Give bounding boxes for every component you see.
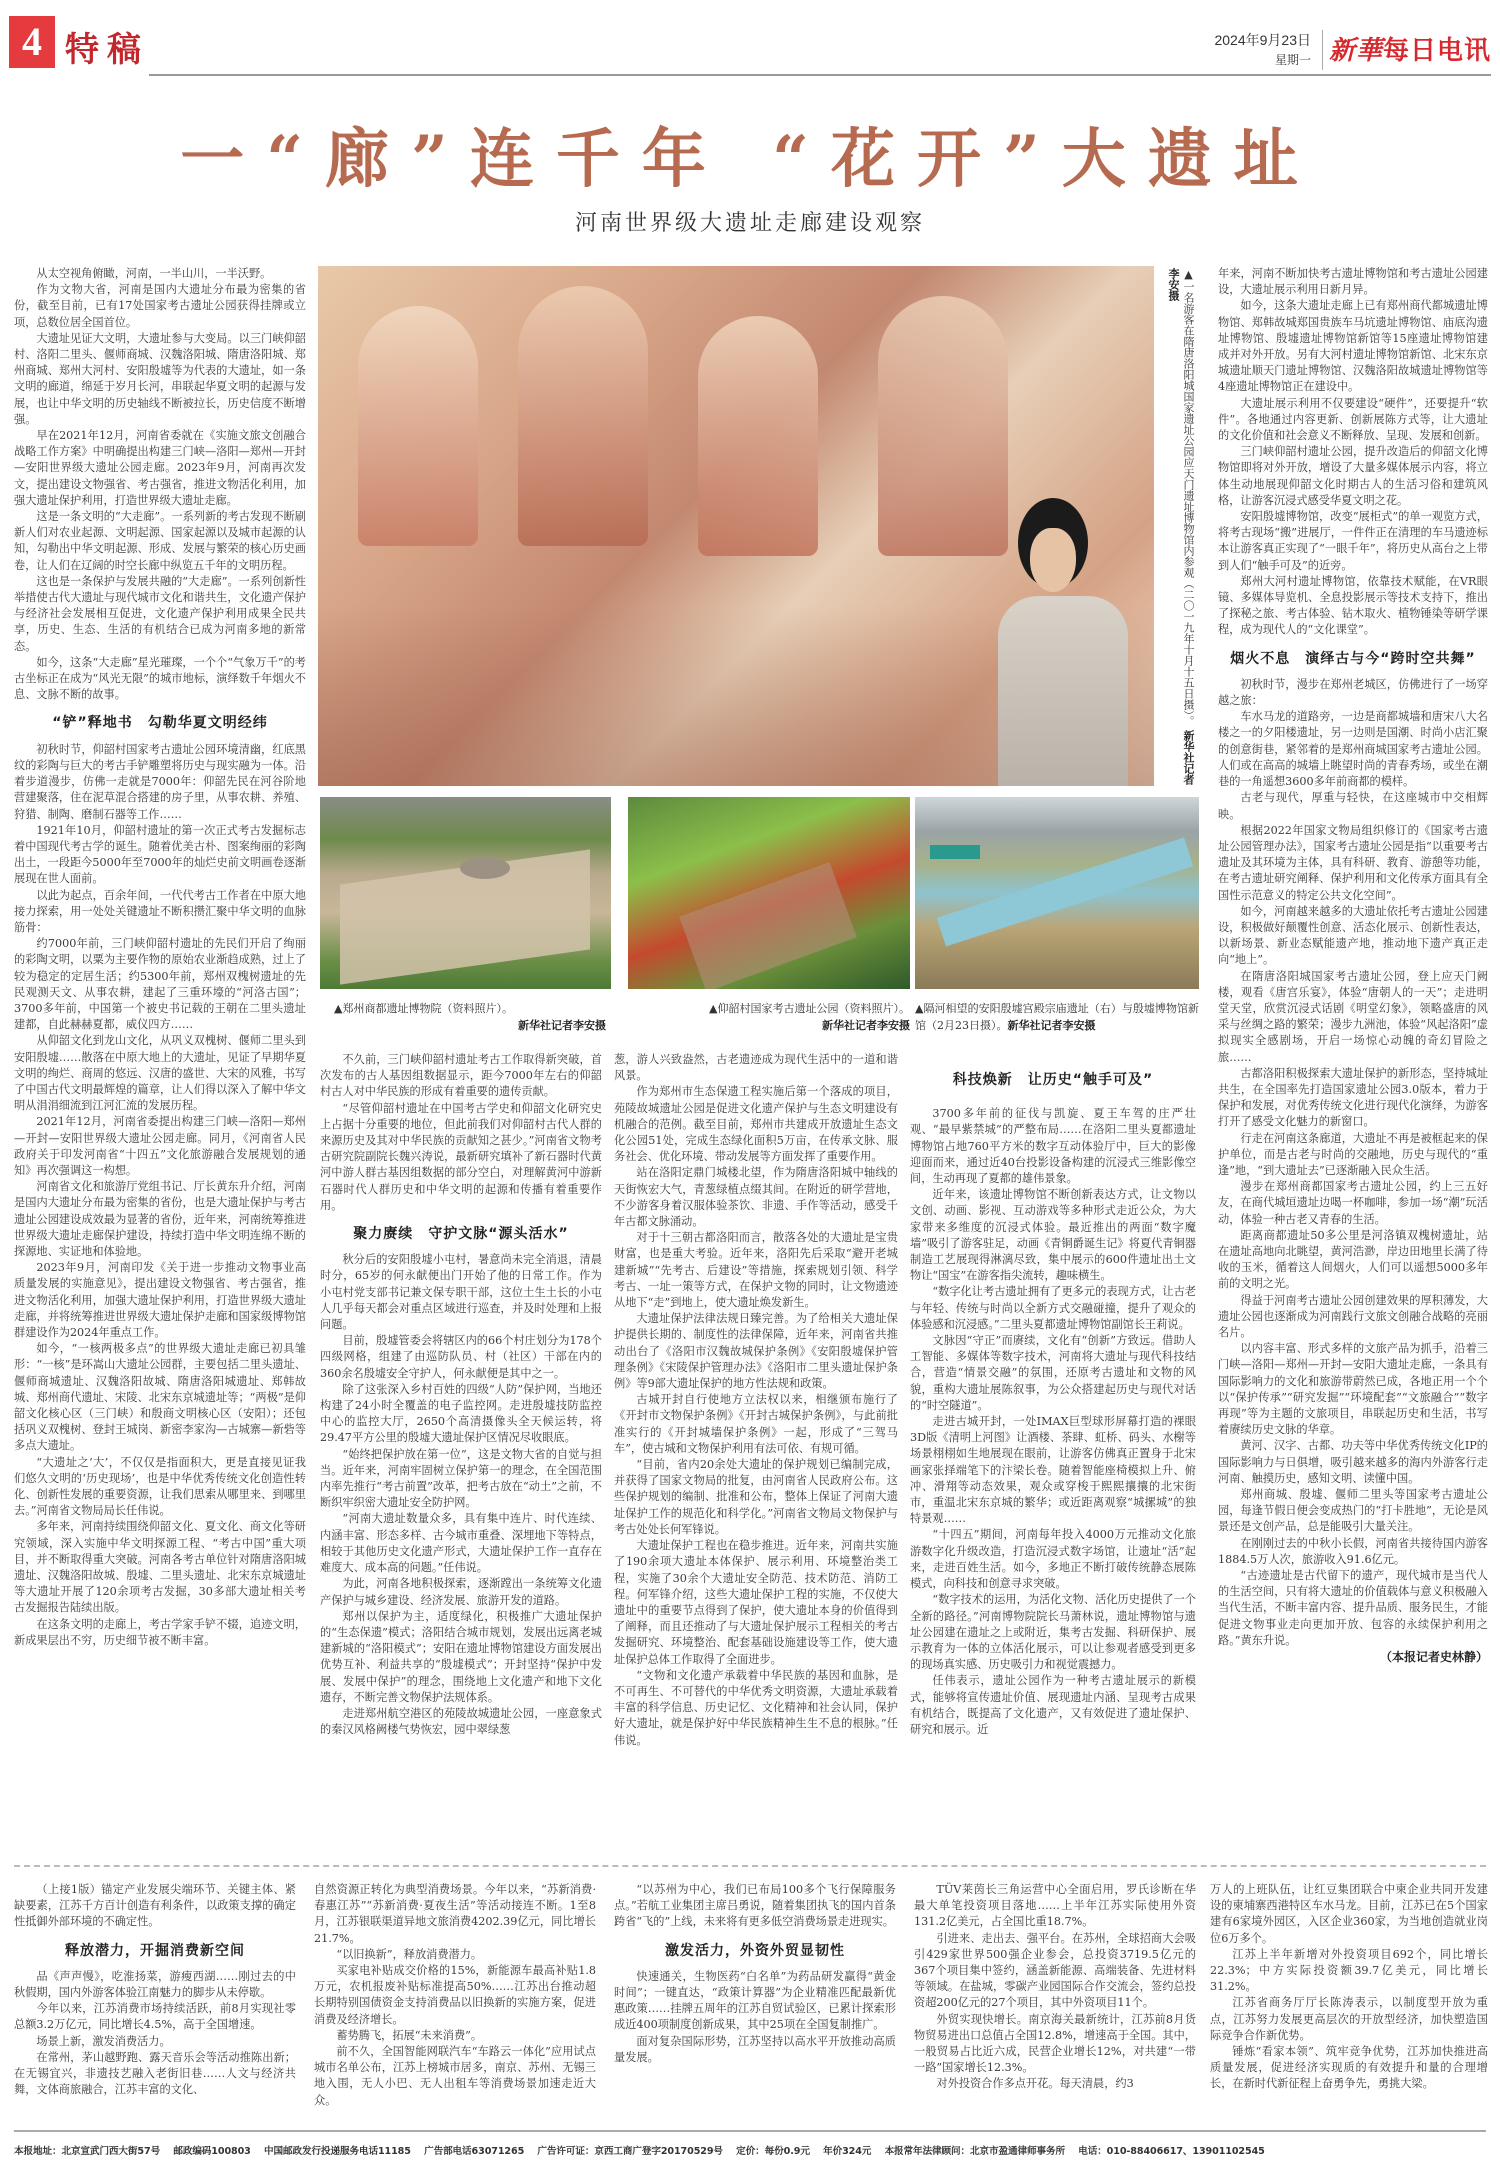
paragraph: 年来，河南不断加快考古遗址博物馆和考古遗址公园建设，大遗址展示利用日新月异。 bbox=[1218, 267, 1488, 297]
paragraph: “尽管仰韶村遗址在中国考古学史和仰韶文化研究史上占据十分重要的地位，但此前我们对仰韶村古代人群的来源历史及其对中华民族的贡献知之甚少。”河南省文物考古研究院副院长魏兴涛说，最新研究填补了新石器时代黄河中游人群古基因组数据的部分空白，对理解黄河中游新石器时代人群历史和中华文明的起源和传播有着重要作用。 bbox=[320, 1101, 602, 1212]
paragraph: 以此为起点，百余年间，一代代考古工作者在中原大地接力探索，用一处处关键遗址不断积攒汇聚中华文明的血脉筋骨： bbox=[14, 888, 306, 934]
paragraph: 三门峡仰韶村遗址公园，提升改造后的仰韶文化博物馆即将对外开放，增设了大量多媒体展示内容，将立体生动地展现仰韶文化时期古人的生活习俗和建筑风格，让游客沉浸式感受华夏文明之花。 bbox=[1218, 445, 1488, 507]
paragraph: “始终把保护放在第一位”，这是文物大省的自觉与担当。近年来，河南牢固树立保护第一的理念，在全国范围内率先推行“考古前置”改革，把考古放在“动土”之前，不断织牢织密大遗址安全防护网。 bbox=[320, 1447, 602, 1510]
continued-heading-2: 激发活力，外资外贸显韧性 bbox=[665, 1942, 845, 1959]
paragraph: 今年以来，江苏消费市场持续活跃，前8月实现社零总额3.2万亿元，同比增长4.5%，高于全国增速。 bbox=[14, 2002, 296, 2032]
paragraph: 从太空视角俯瞰，河南，一半山川，一半沃野。 bbox=[36, 267, 272, 280]
footer-ads-phone: 广告部电话63071265 bbox=[424, 2146, 525, 2157]
paragraph: 根据2022年国家文物局组织修订的《国家考古遗址公园管理办法》，国家考古遗址公园是指“以重要考古遗址及其环境为主体，具有科研、教育、游憩等功能，在考古遗址研究阐释、保护利用和文化传承方面具有全国性示范意义的特定公共文化空间”。 bbox=[1218, 823, 1488, 902]
photo-zhengzhou-museum bbox=[320, 797, 611, 989]
footer-annual-price: 年价324元 bbox=[823, 2146, 872, 2157]
paragraph: TÜV莱茵长三角运营中心全面启用，罗氏诊断在华最大单笔投资项目落地……上半年江苏实际使用外资131.2亿美元，占全国比重18.7%。 bbox=[914, 1883, 1196, 1929]
paragraph: 郑州大河村遗址博物馆，依靠技术赋能，在VR眼镜、多媒体导览机、全息投影展示等技术支持下，推出了探秘之旅、考古体验、钻木取火、植物锤染等研学课程，成为现代人的“文化课堂”。 bbox=[1218, 574, 1488, 637]
paragraph: 走进古城开封，一处IMAX巨型球形屏幕打造的裸眼3D版《清明上河图》让酒楼、茶肆、虹桥、码头、水榭等场景栩栩如生地展现在眼前，让游客仿佛真正置身于北宋画家张择端笔下的汴梁长卷。随着智能座椅模拟上升、俯冲、滑翔等动态效果，观众或穿梭于熙熙攘攘的北宋街市，重温北宋东京城的繁华；或近距离观察“城摞城”的独特景观…… bbox=[910, 1415, 1196, 1526]
caption-text: ▲一名游客在隋唐洛阳城国家遗址公园应天门遗址博物馆内参观（二〇一九年十月十五日摄）。 bbox=[1182, 268, 1195, 727]
footer-rule bbox=[14, 2130, 1486, 2132]
paragraph: 在隋唐洛阳城国家考古遗址公园，登上应天门阙楼，观看《唐宫乐宴》，体验“唐朝人的一天”；走进明堂天堂，欣赏沉浸式话剧《明堂幻象》，领略盛唐的风采与丝绸之路的繁荣；漫步九洲池，体验“风起洛阳”虚拟现实全感剧场，开启一场惊心动魄的奇幻冒险之旅…… bbox=[1218, 969, 1488, 1064]
paragraph: 锤炼“看家本领”、筑牢竞争优势，江苏加快推进高质量发展，促进经济实现质的有效提升和量的合理增长，在新时代新征程上奋勇争先，勇挑大梁。 bbox=[1210, 2045, 1488, 2091]
paragraph: 初秋时节，仰韶村国家考古遗址公园环境清幽，红底黑纹的彩陶与巨大的考古手铲雕塑将历史与现实融为一体。沿着步道漫步，仿佛一走就是7000年：仰韶先民在河谷阶地营建聚落，住在泥草混合搭建的房子里，从事农耕、养殖、狩猎、制陶、磨制石器等工作…… bbox=[14, 742, 306, 821]
paragraph: 走进郑州航空港区的苑陵故城遗址公园，一座意象式的秦汉风格阙楼气势恢宏，园中翠绿葱 bbox=[320, 1706, 602, 1737]
continued-column-1 bbox=[14, 1882, 296, 2127]
paragraph: “以旧换新”，释放消费潜力。 bbox=[336, 1947, 483, 1961]
photo-caption-1 bbox=[334, 1000, 606, 1034]
photo-credit: 新华社记者李安摄 bbox=[1167, 268, 1195, 785]
paragraph: “古迹遗址是古代留下的遗产，现代城市是当代人的生活空间，只有将大遗址的价值载体与意义积极融入当代生活，不断丰富内容、提升品质、服务民生，才能促进文物事业走向更加开放、包容的永续保护利用之路。”黄东升说。 bbox=[1218, 1569, 1488, 1647]
continued-column-2 bbox=[314, 1882, 596, 2127]
paragraph: 黄河、汉字、古都、功夫等中华优秀传统文化IP的国际影响力与日俱增，吸引越来越多的海内外游客行走河南、触摸历史，感知文明、读懂中国。 bbox=[1218, 1439, 1488, 1485]
paragraph: （上接1版）锚定产业发展尖端环节、关键主体、紧缺要素，江苏千方百计创造有利条件，以政策支撑的确定性抵御外部环境的不确定性。 bbox=[14, 1883, 296, 1929]
mural-figure bbox=[878, 296, 1008, 556]
paragraph: 如今，河南越来越多的大遗址依托考古遗址公园建设，积极做好颠覆性创意、活态化展示、创新性表达，以新场景、新业态赋能遗产地，推动地下遗产真正走向“地上”。 bbox=[1218, 904, 1488, 967]
paragraph: “十四五”期间，河南每年投入4000万元推动文化旅游数字化升级改造，打造沉浸式数字场馆，让遗址“活”起来，走进百姓生活。如今，多地正不断打破传统静态展陈模式，向科技和创意寻求突破。 bbox=[910, 1528, 1196, 1591]
article-byline: （本报记者史林静） bbox=[1379, 1650, 1488, 1665]
paragraph: 快速通关，生物医药“白名单”为药品研发赢得“黄金时间”；一键直达，“政策计算器”为企业精准匹配最新优惠政策……挂牌五周年的江苏自贸试验区，已累计探索形成近400项制度创新成果，其中25项在全国复制推广。 bbox=[614, 1969, 896, 2032]
photo-credit: 新华社记者李安摄 bbox=[822, 1019, 910, 1032]
footer-legal: 本报常年法律顾问：北京市盈通律师事务所 bbox=[884, 2146, 1065, 2157]
paragraph: “目前，省内20余处大遗址的保护规划已编制完成，并获得了国家文物局的批复，由河南省人民政府公布。这些保护规划的编制、批准和公布，整体上保证了河南大遗址保护工作的规范化和科学化。”河南省文物局文物保护与考古处处长何军锋说。 bbox=[614, 1458, 898, 1536]
masthead-rule bbox=[149, 74, 1491, 76]
paragraph: 这也是一条保护与发展共融的“大走廊”。一系列创新性举措使古代大遗址与现代城市文化和谐共生，文化遗产保护与经济社会发展相互促进，文化遗产保护利用成果全民共享，历史、生态、生活的有机结合已成为河南多地的新常态。 bbox=[14, 574, 306, 653]
newspaper-logo bbox=[1329, 30, 1491, 67]
paragraph: 目前，殷墟管委会将辖区内的66个村庄划分为178个四级网格，组建了由巡防队员、村（社区）干部在内的360余名殷墟安全守护人，何永献便是其中之一。 bbox=[320, 1334, 602, 1380]
paragraph: “河南大遗址数量众多，具有集中连片、时代连续、内涵丰富、形态多样、古今城市重叠、深埋地下等特点，相较于其他历史文化遗产形式，大遗址保护工作一直存在难度大、成本高的问题。”任伟说。 bbox=[320, 1512, 602, 1575]
paragraph: 古城开封自行使地方立法权以来，相继颁布施行了《开封市文物保护条例》《开封古城保护条例》，与此前批准实行的《开封城墙保护条例》一起，形成了“三驾马车”，使古城和文物保护利用有法可依、有规可循。 bbox=[614, 1393, 898, 1455]
paragraph: 早在2021年12月，河南省委就在《实施文旅文创融合战略工作方案》中明确提出构建三门峡—洛阳—郑州—开封—安阳世界级大遗址公园走廊。2023年9月，河南再次发文，提出建设文物强省、考古强省，推进文物活化利用，加强大遗址保护利用，打造世界级大遗址走廊。 bbox=[14, 429, 306, 507]
paragraph: 大遗址保护工程也在稳步推进。近年来，河南共实施了190余项大遗址本体保护、展示利用、环境整治类工程，实施了30余个大遗址安全防范、技术防范、消防工程。何军锋介绍，这些大遗址保护工程的实施，不仅使大遗址中的重要节点得到了保护，使大遗址本身的价值得到了阐释，而且还推动了与大遗址保护展示工程相关的考古发掘研究、环境整治、配套基础设施建设等工作，使大遗址保护总体工作取得了全面进步。 bbox=[614, 1539, 898, 1666]
paragraph: 这是一条文明的“大走廊”。一系列新的考古发现不断刷新人们对农业起源、文明起源、国家起源以及城市起源的认知，勾勒出中华文明起源、形成、发展与繁荣的核心历史画卷，让人们在辽阔的时空长廊中纵览五千年的文明历程。 bbox=[14, 510, 306, 572]
paragraph: 2023年9月，河南印发《关于进一步推动文物事业高质量发展的实施意见》，提出建设文物强省、考古强省，推进文物活化利用，加强大遗址保护利用，打造世界级大遗址走廊，并将统筹推进世界级大遗址保护走廊和国家级博物馆群建设作为2024年重点工作。 bbox=[14, 1261, 306, 1339]
continued-column-4 bbox=[914, 1882, 1196, 2127]
paragraph: “文物和文化遗产承载着中华民族的基因和血脉，是不可再生、不可替代的中华优秀文明资源，大遗址承载着丰富的科学信息、历史记忆、文化精神和社会认同，保护好大遗址，就是保护好中华民族精神生生不息的根脉。”任伟说。 bbox=[614, 1668, 898, 1747]
paragraph: 站在洛阳定鼎门城楼北望，作为隋唐洛阳城中轴线的天街恢宏大气，青葱绿植点缀其间。在附近的研学营地，不少游客身着汉服体验茶饮、非遗、手作等活动，感受千年古都文脉涌动。 bbox=[614, 1166, 898, 1229]
caption-text: ▲隔河相望的安阳殷墟宫殿宗庙遗址（右）与殷墟博物馆新馆（2月23日摄）。 bbox=[915, 1002, 1199, 1032]
paragraph: 品《声声慢》，吃淮扬菜，游瘦西湖……刚过去的中秋假期，国内外游客体验江南魅力的脚步从未停歇。 bbox=[14, 1969, 296, 2000]
paragraph: 文脉因“守正”而赓续，文化有“创新”方致远。借助人工智能、多媒体等数字技术，河南将大遗址与现代科技结合，营造“情景交融”的氛围，还原考古遗址和文物的风貌，重构大遗址展陈叙事，为公众搭建起历史与现代对话的“时空隧道”。 bbox=[910, 1334, 1196, 1412]
paragraph: 安阳殷墟博物馆，改变“展柜式”的单一观览方式，将考古现场“搬”进展厅，一件件正在清理的车马遗迹标本让游客真正实现了“一眼千年”，将历史从高台之上带到人们“触手可及”的近旁。 bbox=[1218, 510, 1488, 572]
paragraph: 漫步在郑州商都国家考古遗址公园，约上三五好友，在商代城垣遗址边喝一杯咖啡，参加一场“潮”玩活动，体验一种古老又青春的生活。 bbox=[1218, 1180, 1488, 1226]
garden-shape bbox=[679, 862, 857, 989]
photo-credit: 新华社记者李安摄 bbox=[1007, 1019, 1096, 1032]
mural-figure bbox=[518, 286, 648, 546]
paragraph: 秋分后的安阳殷墟小屯村，暑意尚未完全消退，清晨时分，65岁的何永献便出门开始了他的日常工作。作为小屯村党支部书记兼文保专职干部，这位土生土长的小屯人几乎每天都会对重点区域进行巡查，并及时处理和上报问题。 bbox=[320, 1253, 602, 1332]
paragraph: “大遗址之‘大’，不仅仅是指面积大，更是直接见证我们悠久文明的‘历史现场’，也是中华优秀传统文化创造性转化、创新性发展的重要资源，让我们思索从哪里来、到哪里去。”河南省文物局局长任伟说。 bbox=[14, 1455, 306, 1518]
footer-phone: 电话：010-88406617、13901102545 bbox=[1078, 2146, 1265, 2157]
article-column-2 bbox=[320, 1052, 602, 1858]
paragraph: 从仰韶文化到龙山文化，从巩义双槐树、偃师二里头到安阳殷墟……散落在中原大地上的大遗址，见证了早期华夏文明的绚烂、商周的悠远、汉唐的盛世、大宋的风雅，书写了中国古代文明最辉煌的篇章，让人们得以深入了解中华文明从涓涓细流到江河汇流的发展历程。 bbox=[14, 1034, 306, 1113]
paragraph: 距离商都遗址50多公里是河洛镇双槐树遗址，站在遗址高地向北眺望，黄河浩渺，岸边田地里长满了待收的玉米，循着这人间烟火，人们可以遥想5000多年前的文明之光。 bbox=[1218, 1228, 1488, 1291]
caption-text: ▲郑州商都遗址博物院（资料照片）。 bbox=[334, 1002, 513, 1015]
photo-caption-2 bbox=[628, 1000, 910, 1034]
masthead-divider bbox=[1322, 30, 1323, 70]
paragraph: 对于十三朝古都洛阳而言，散落各处的大遗址是宝贵财富，也是重大考验。近年来，洛阳先后采取“避开老城建新城”“先考古、后建设”等措施，探索规划引领、科学考古、一址一策等方式，在保护文物的同时，让文物遗迹从地下“走”到地上，使大遗址焕发新生。 bbox=[614, 1231, 898, 1310]
footer-address: 本报地址：北京宣武门西大街57号 bbox=[14, 2146, 161, 2157]
publication-footer bbox=[14, 2143, 1486, 2157]
hero-photo bbox=[318, 266, 1154, 786]
section-divider bbox=[14, 1865, 1486, 1867]
article-column-1 bbox=[14, 266, 306, 1856]
paragraph: “数字技术的运用，为活化文物、活化历史提供了一个全新的路径。”河南博物院院长马萧林说，遗址博物馆与遗址公园建在遗址之上或附近，集考古发掘、科研保护、展示教育为一体的立体活化展示，可以让参观者感受到更多的现场真实感、历史吸引力和视觉震撼力。 bbox=[910, 1593, 1196, 1672]
paragraph: 河南省文化和旅游厅党组书记、厅长黄东升介绍，河南是国内大遗址分布最为密集的省份，也是大遗址保护与考古遗址公园建设成效最为显著的省份，近年来，河南统筹推进世界级大遗址走廊保护建设，持续打造中华文明连绵不断的探源地、实证地和体验地。 bbox=[14, 1180, 306, 1258]
paragraph: 外贸实现快增长。南京海关最新统计，江苏前8月货物贸易进出口总值占全国12.8%，增速高于全国。其中，一般贸易占比近六成，民营企业增长12%，对共建“一带一路”国家增长12.3%。 bbox=[914, 2012, 1196, 2075]
headline: 一“廊”连千年 “花开”大遗址 bbox=[180, 122, 1320, 197]
logo-brand: 新華 bbox=[1328, 36, 1383, 66]
article-column-4 bbox=[910, 1052, 1196, 1858]
section-heading-4: 烟火不息 演绎古与今“跨时空共舞” bbox=[1230, 650, 1476, 667]
photo-credit: 新华社记者李安摄 bbox=[518, 1019, 606, 1032]
paragraph: 万人的上班队伍，让红豆集团联合中柬企业共同开发建设的柬埔寨西港特区车水马龙。目前，江苏已在5个国家建有6家境外园区，入区企业360家，为当地创造就业岗位6万多个。 bbox=[1210, 1883, 1488, 1945]
paragraph: “以苏州为中心，我们已布局100多个飞行保障服务点。”若航工业集团主席吕勇说，随着集团执飞的国内首条跨省“飞的”上线，未来将有更多低空消费场景走进现实。 bbox=[614, 1883, 896, 1929]
section-heading-3: 科技焕新 让历史“触手可及” bbox=[952, 1072, 1154, 1088]
page-number-badge: 4 bbox=[9, 16, 55, 68]
paragraph: 蓄势腾飞，拓展“未来消费”。 bbox=[336, 2028, 483, 2042]
paragraph: 以内容丰富、形式多样的文旅产品为抓手，沿着三门峡—洛阳—郑州—开封—安阳大遗址走廊，一条具有国际影响力的文化和旅游带蔚然已成，各地正用一个个以“保护传承”“研究发掘”“环境配套”“文旅融合”“数字再现”等为主题的文旅项目，串联起历史和生活，书写着赓续历史文脉的华章。 bbox=[1218, 1342, 1488, 1437]
paragraph: 3700多年前的征伐与凯旋、夏王车驾的庄严壮观、“最早紫禁城”的严整布局……在洛阳二里头夏都遗址博物馆占地760平方米的数字互动体验厅中，巨大的影像迎面而来，通过近40台投影设备构建的沉浸式三维影像空间，生动再现了夏都的雄伟景象。 bbox=[910, 1107, 1196, 1186]
paragraph: 买家电补贴成交价格的15%，新能源车最高补贴1.8万元，农机报废补贴标准提高50%……江苏出台推动超长期特别国债资金支持消费品以旧换新的实施方案，促进消费及经济增长。 bbox=[314, 1964, 596, 2026]
paragraph: 前不久，全国智能网联汽车“车路云一体化”应用试点城市名单公布，江苏上榜城市居多，南京、苏州、无锡三地入围，无人小巴、无人出租车等消费场景加速走近大众。 bbox=[314, 2045, 596, 2107]
date-text: 2024年9月23日 bbox=[1214, 32, 1311, 48]
continued-column-3 bbox=[614, 1882, 896, 2127]
paragraph: 在常州，茅山越野跑、露天音乐会等活动推陈出新；在无锡宜兴，非遗技艺融入老街旧巷……人文与经济共舞，文体商旅融合，江苏丰富的文化、 bbox=[14, 2050, 296, 2097]
paragraph: 对外投资合作多点开花。每天清晨，约3 bbox=[936, 2077, 1134, 2091]
continued-column-5 bbox=[1210, 1882, 1488, 2127]
paragraph: 郑州以保护为主，适度绿化，积极推广大遗址保护的“生态保遗”模式；洛阳结合城市规划，发展出远离老城建新城的“洛阳模式”；安阳在遗址博物馆建设方面发展出优势互补、利益共享的“殷墟模式”；开封坚持“保护中发展、发展中保护”的理念，围绕地上文化遗产和地下文化遗存，不断完善文物保护法规体系。 bbox=[320, 1609, 602, 1704]
paragraph: 约7000年前，三门峡仰韶村遗址的先民们开启了绚丽的彩陶文明，以粟为主要作物的原始农业渐趋成熟，过上了较为稳定的定居生活；约5300年前，郑州双槐树遗址的先民观测天文、从事农耕，建起了三重环壕的“河洛古国”；3700多年前，中国第一个被史书记载的王朝在二里头遗址建都，自此赫赫夏都，威仪四方…… bbox=[14, 937, 306, 1032]
photo-yinxu-river bbox=[915, 797, 1199, 989]
mural-figure bbox=[358, 306, 478, 546]
footer-subscription: 中国邮政发行投递服务电话11185 bbox=[264, 2146, 411, 2157]
paragraph: 不久前，三门峡仰韶村遗址考古工作取得新突破，首次发布的古人基因组数据显示，距今7000年左右的仰韶村古人对中华民族的形成有着重要的遗传贡献。 bbox=[320, 1053, 602, 1099]
paragraph: 江苏省商务厅厅长陈涛表示，以制度型开放为重点，江苏努力发展更高层次的开放型经济，加快塑造国际竞争合作新优势。 bbox=[1210, 1996, 1488, 2042]
footer-postcode: 邮政编码100803 bbox=[173, 2146, 251, 2157]
paragraph: 1921年10月，仰韶村遗址的第一次正式考古发掘标志着中国现代考古学的诞生。随着优美古朴、图案绚丽的彩陶出土，一段距今5000年至7000年的灿烂史前文明画卷逐渐展现在世人面前。 bbox=[14, 823, 306, 886]
section-heading-2: 聚力赓续 守护文脉“源头活水” bbox=[353, 1226, 569, 1243]
paragraph: 如今，“一核两极多点”的世界级大遗址走廊已初具雏形：“一核”是环嵩山大遗址公园群，主要包括二里头遗址、偃师商城遗址、汉魏洛阳故城、隋唐洛阳城遗址、郑韩故城、郑州商代遗址、宋陵、北宋东京城遗址等；“两极”是仰韶文化核心区（三门峡）和殷商文明核心区（安阳）；还包括巩义双槐树、登封王城岗、新密李家沟—古城寨—新砦等多点大遗址。 bbox=[14, 1342, 306, 1453]
logo-name: 每日电讯 bbox=[1382, 36, 1491, 66]
masthead bbox=[9, 16, 1491, 76]
paragraph: 古都洛阳积极探索大遗址保护的新形态，坚持城址共生，在全国率先打造国家遗址公园3.0版本，着力于保护和发展，对优秀传统文化进行现代化演绎，为游客打开了感受文化魅力的新窗口。 bbox=[1218, 1066, 1488, 1129]
weekday-text: 星期一 bbox=[1274, 53, 1311, 67]
paragraph: 古老与现代，厚重与轻快，在这座城市中交相辉映。 bbox=[1218, 791, 1488, 821]
paragraph: 引进来、走出去、强平台。在苏州，全球招商大会吸引429家世界500强企业参会，总投资3719.5亿元的367个项目集中签约，涵盖新能源、高端装备、先进材料等领域。在盐城，零碳产业园国际合作交流会，签约总投资超200亿元的27个项目，其中外资项目11个。 bbox=[914, 1931, 1196, 2010]
photo-caption-3 bbox=[915, 1000, 1199, 1034]
paragraph: 自然资源正转化为典型消费场景。今年以来，“苏新消费·春惠江苏”“苏新消费·夏夜生活”等活动接连不断。1至8月，江苏银联渠道异地文旅消费4202.39亿元，同比增长21.7%。 bbox=[314, 1883, 596, 1945]
paragraph: 大遗址展示利用不仅要建设“硬件”，还要提升“软件”。各地通过内容更新、创新展陈方式等，让大遗址的文化价值和社会意义不断释放、呈现、发展和创新。 bbox=[1218, 396, 1488, 443]
subheadline: 河南世界级大遗址走廊建设观察 bbox=[574, 211, 925, 236]
paragraph: 作为郑州市生态保遗工程实施后第一个落成的项目，苑陵故城遗址公园是促进文化遗产保护与生态文明建设有机融合的范例。截至目前，郑州市共建成开放遗址生态文化公园51处，完成生态绿化面积5万亩，在传承文脉、服务社会、优化环境、带动发展等方面发挥了重要作用。 bbox=[614, 1085, 898, 1164]
footer-price: 定价：每份0.9元 bbox=[736, 2146, 810, 2157]
hero-photo-caption bbox=[1160, 268, 1196, 788]
paragraph: 如今，这条大遗址走廊上已有郑州商代都城遗址博物馆、郑韩故城郑国贵族车马坑遗址博物馆、庙底沟遗址博物馆、殷墟遗址博物馆新馆等15座遗址博物馆建成并对外开放。另有大河村遗址博物馆新馆、北宋东京城遗址顺天门遗址博物馆、汉魏洛阳故城遗址博物馆等4座遗址博物馆正在建设中。 bbox=[1218, 299, 1488, 394]
paragraph: 近年来，该遗址博物馆不断创新表达方式，让文物以文创、动画、影视、互动游戏等多种形式走近公众，为大家带来多维度的沉浸式体验。最近推出的两面“数字魔墙”吸引了游客驻足，动画《青铜爵诞生记》将夏代青铜器制造工艺展现得淋漓尽致，集中展示的600件遗址出土文物让“国宝”在游客指尖流转，趣味横生。 bbox=[910, 1188, 1196, 1283]
paragraph: 大遗址见证大文明，大遗址参与大变局。以三门峡仰韶村、洛阳二里头、偃师商城、汉魏洛阳城、隋唐洛阳城、郑州商城、郑州大河村、安阳殷墟等为代表的大遗址，如一条文明的廊道，绵延于岁月长河，串联起华夏文明的起源与发展，也让中华文明的历史轴线不断被拉长，历史信度不断增强。 bbox=[14, 331, 306, 426]
caption-text: ▲仰韶村国家考古遗址公园（资料照片）。 bbox=[709, 1002, 910, 1015]
paragraph: 任伟表示，遗址公园作为一种考古遗址展示的新模式，能够将宣传遗址价值、展现遗址内涵、呈现考古成果有机结合，既提高了文化遗产，又有效促进了遗址保护、研究和展示。近 bbox=[910, 1674, 1196, 1736]
section-heading-1: “铲”释地书 勾勒华夏文明经纬 bbox=[52, 715, 268, 732]
paragraph: 2021年12月，河南省委提出构建三门峡—洛阳—郑州—开封—安阳世界级大遗址公园走廊。同月，《河南省人民政府关于印发河南省“十四五”文化旅游融合发展规划的通知》再次强调这一构想。 bbox=[14, 1115, 306, 1177]
paragraph: 得益于河南考古遗址公园创建效果的厚积薄发，大遗址公园也逐渐成为河南践行文旅文创融合战略的亮丽名片。 bbox=[1218, 1293, 1488, 1339]
issue-date bbox=[1214, 30, 1311, 70]
continued-heading-1: 释放潜力，开掘消费新空间 bbox=[65, 1942, 245, 1959]
museum-shape bbox=[930, 845, 980, 859]
paragraph: “数字化让考古遗址拥有了更多元的表现方式，让古老与年轻、传统与时尚以全新方式交融碰撞，提升了观众的体验感和沉浸感。”二里头夏都遗址博物馆副馆长王莉说。 bbox=[910, 1285, 1196, 1331]
paragraph: 郑州商城、殷墟、偃师二里头等国家考古遗址公园，每逢节假日便会变成热门的“打卡胜地”，无论是风景还是文创产品，总是能吸引大量关注。 bbox=[1218, 1488, 1488, 1534]
paragraph: 江苏上半年新增对外投资项目692个，同比增长22.3%；中方实际投资额39.7亿美元，同比增长31.2%。 bbox=[1210, 1947, 1488, 1994]
paragraph: 车水马龙的道路旁，一边是商都城墙和唐宋八大名楼之一的夕阳楼遗址，另一边则是国潮、时尚小店汇聚的创意街巷，紧邻着的是郑州商城国家考古遗址公园。人们或在高高的城墙上眺望时尚的青春秀场，或坐在潮巷的一角遥想3600多年前商都的模样。 bbox=[1218, 710, 1488, 789]
visitor-figure bbox=[998, 596, 1128, 786]
visitor-face bbox=[1030, 528, 1076, 592]
paragraph: 作为文物大省，河南是国内大遗址分布最为密集的省份，截至目前，已有17处国家考古遗址公园获得挂牌或立项，总数位居全国首位。 bbox=[14, 283, 306, 329]
section-name: 特稿 bbox=[65, 30, 149, 70]
paragraph: 为此，河南各地积极探索，逐渐蹚出一条统筹文化遗产保护与城乡建设、经济发展、旅游开发的道路。 bbox=[320, 1577, 602, 1607]
paragraph: 如今，这条“大走廊”星光璀璨，一个个“气象万千”的考古坐标正在成为“风光无限”的城市地标，演绎数千年烟火不息、文脉不断的故事。 bbox=[14, 655, 306, 702]
article-column-5 bbox=[1218, 266, 1488, 1861]
paragraph: 除了这张深入乡村百姓的四级“人防”保护网，当地还构建了24小时全覆盖的电子监控网。走进殷墟技防监控中心的监控大厅，2650个高清摄像头全天候运转，将29.47平方公里的殷墟大遗址保护区情况尽收眼底。 bbox=[320, 1382, 602, 1445]
photo-yangshao-park bbox=[628, 797, 910, 989]
paragraph: 多年来，河南持续围绕仰韶文化、夏文化、商文化等研究领域，深入实施中华文明探源工程、“考古中国”重大项目，并不断取得重大突破。河南各考古单位针对隋唐洛阳城遗址、汉魏洛阳故城、殷墟、二里头遗址、北宋东京城遗址等大遗址开展了120余项考古发掘，30多部大遗址相关考古发掘报告陆续出版。 bbox=[14, 1520, 306, 1615]
paragraph: 行走在河南这条廊道，大遗址不再是被框起来的保护单位，而是古老与时尚的交融地，历史与现代的“重逢”地，“到大遗址去”已逐渐融入民众生活。 bbox=[1218, 1131, 1488, 1177]
paragraph: 大遗址保护法律法规日臻完善。为了给相关大遗址保护提供长期的、制度性的法律保障，近年来，河南省共推动出台了《洛阳市汉魏故城保护条例》《安阳殷墟保护管理条例》《宋陵保护管理办法》《洛阳市二里头遗址保护条例》等9部大遗址保护的地方性法规和政策。 bbox=[614, 1312, 898, 1391]
paragraph: 在刚刚过去的中秋小长假，河南省共接待国内游客1884.5万人次，旅游收入91.6亿元。 bbox=[1218, 1536, 1488, 1566]
footer-ads-license: 广告许可证：京西工商广登字20170529号 bbox=[537, 2146, 723, 2157]
paragraph: 初秋时节，漫步在郑州老城区，仿佛进行了一场穿越之旅： bbox=[1218, 677, 1488, 708]
mural-figure bbox=[698, 316, 818, 556]
article-column-3 bbox=[614, 1052, 898, 1858]
rotunda-shape bbox=[460, 857, 510, 879]
paragraph: 场景上新，激发消费活力。 bbox=[36, 2034, 171, 2048]
paragraph: 面对复杂国际形势，江苏坚持以高水平开放推动高质量发展。 bbox=[614, 2034, 896, 2064]
paragraph: 在这条文明的走廊上，考古学家手铲不辍，追迹文明，新成果层出不穷，历史细节被不断丰富。 bbox=[14, 1617, 306, 1647]
paragraph: 葱，游人兴致盎然，古老遗迹成为现代生活中的一道和谐风景。 bbox=[614, 1053, 898, 1083]
